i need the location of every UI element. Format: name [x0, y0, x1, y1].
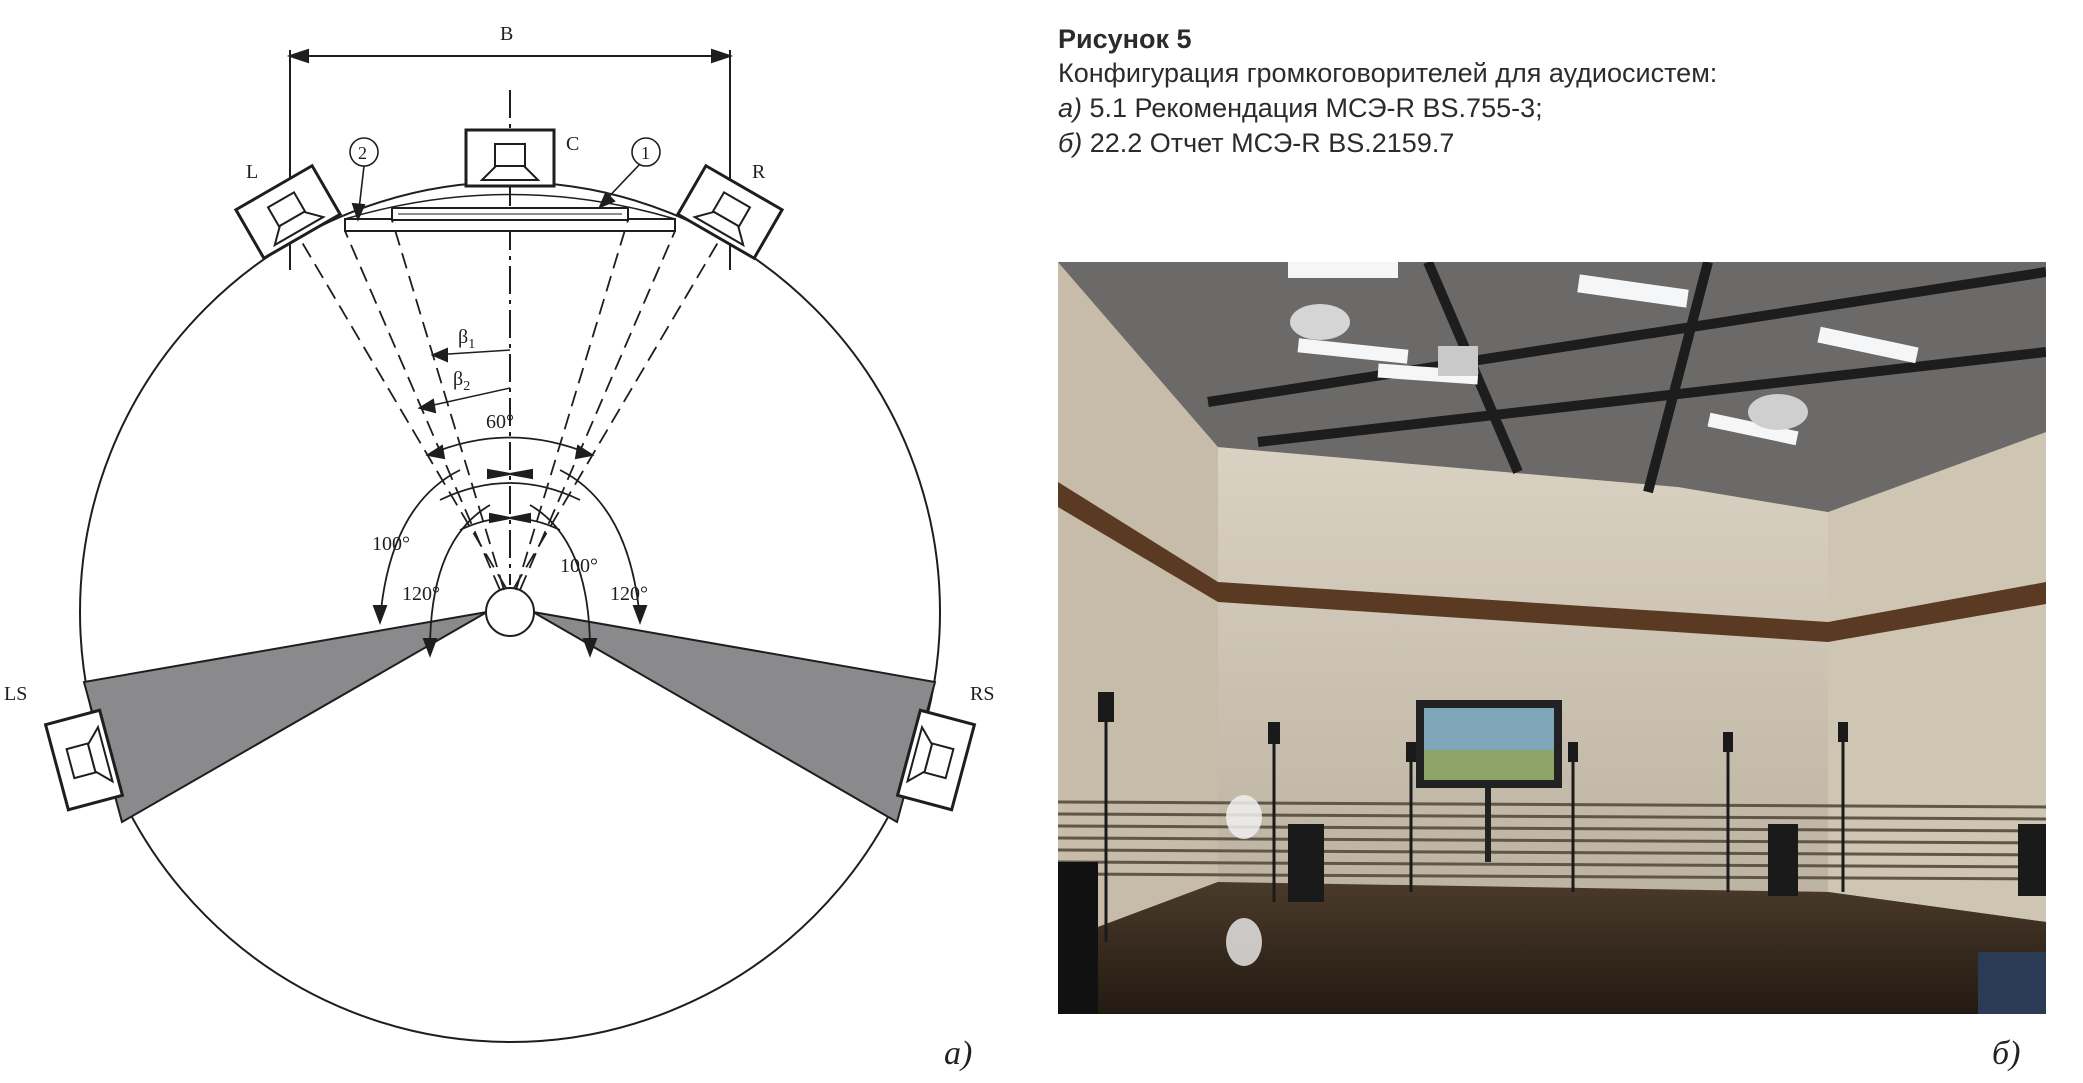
figure-caption [1058, 22, 2038, 161]
figure-title: Рисунок 5 [1058, 24, 1192, 54]
panel-a-label: а) [944, 1035, 973, 1072]
speaker-r-label: R [752, 161, 766, 183]
angle-100-left-label: 100° [372, 533, 410, 555]
angle-60-label: 60° [486, 411, 514, 433]
caption-item-b: б) 22.2 Отчет МСЭ-R BS.2159.7 [1058, 128, 1455, 158]
room-photo [1058, 262, 2046, 1014]
beta1-label: $\beta_1$ [458, 326, 476, 352]
speaker-layout-diagram [0, 0, 1040, 1083]
speaker-rs-label: RS [970, 683, 995, 705]
beta2-label: $\beta_2$ [453, 368, 471, 394]
dimension-b-label: B [500, 23, 514, 45]
speaker-l-label: L [246, 161, 259, 183]
callout-2-label: 2 [358, 143, 367, 163]
callout-1-label: 1 [641, 143, 650, 163]
angle-120-right-label: 120° [610, 583, 648, 605]
angle-100-right-label: 100° [560, 555, 598, 577]
panel-b-label: б) [1992, 1035, 2021, 1072]
listener-position [486, 588, 534, 636]
angle-120-left-label: 120° [402, 583, 440, 605]
speaker-right-icon [678, 166, 782, 258]
speaker-ls-label: LS [4, 683, 28, 705]
figure-description: Конфигурация громкоговорителей для аудиосистем: [1058, 58, 1718, 88]
speaker-c-label: C [566, 133, 580, 155]
speaker-center-icon [466, 130, 554, 186]
caption-item-a: а) 5.1 Рекомендация МСЭ-R BS.755-3; [1058, 93, 1543, 123]
